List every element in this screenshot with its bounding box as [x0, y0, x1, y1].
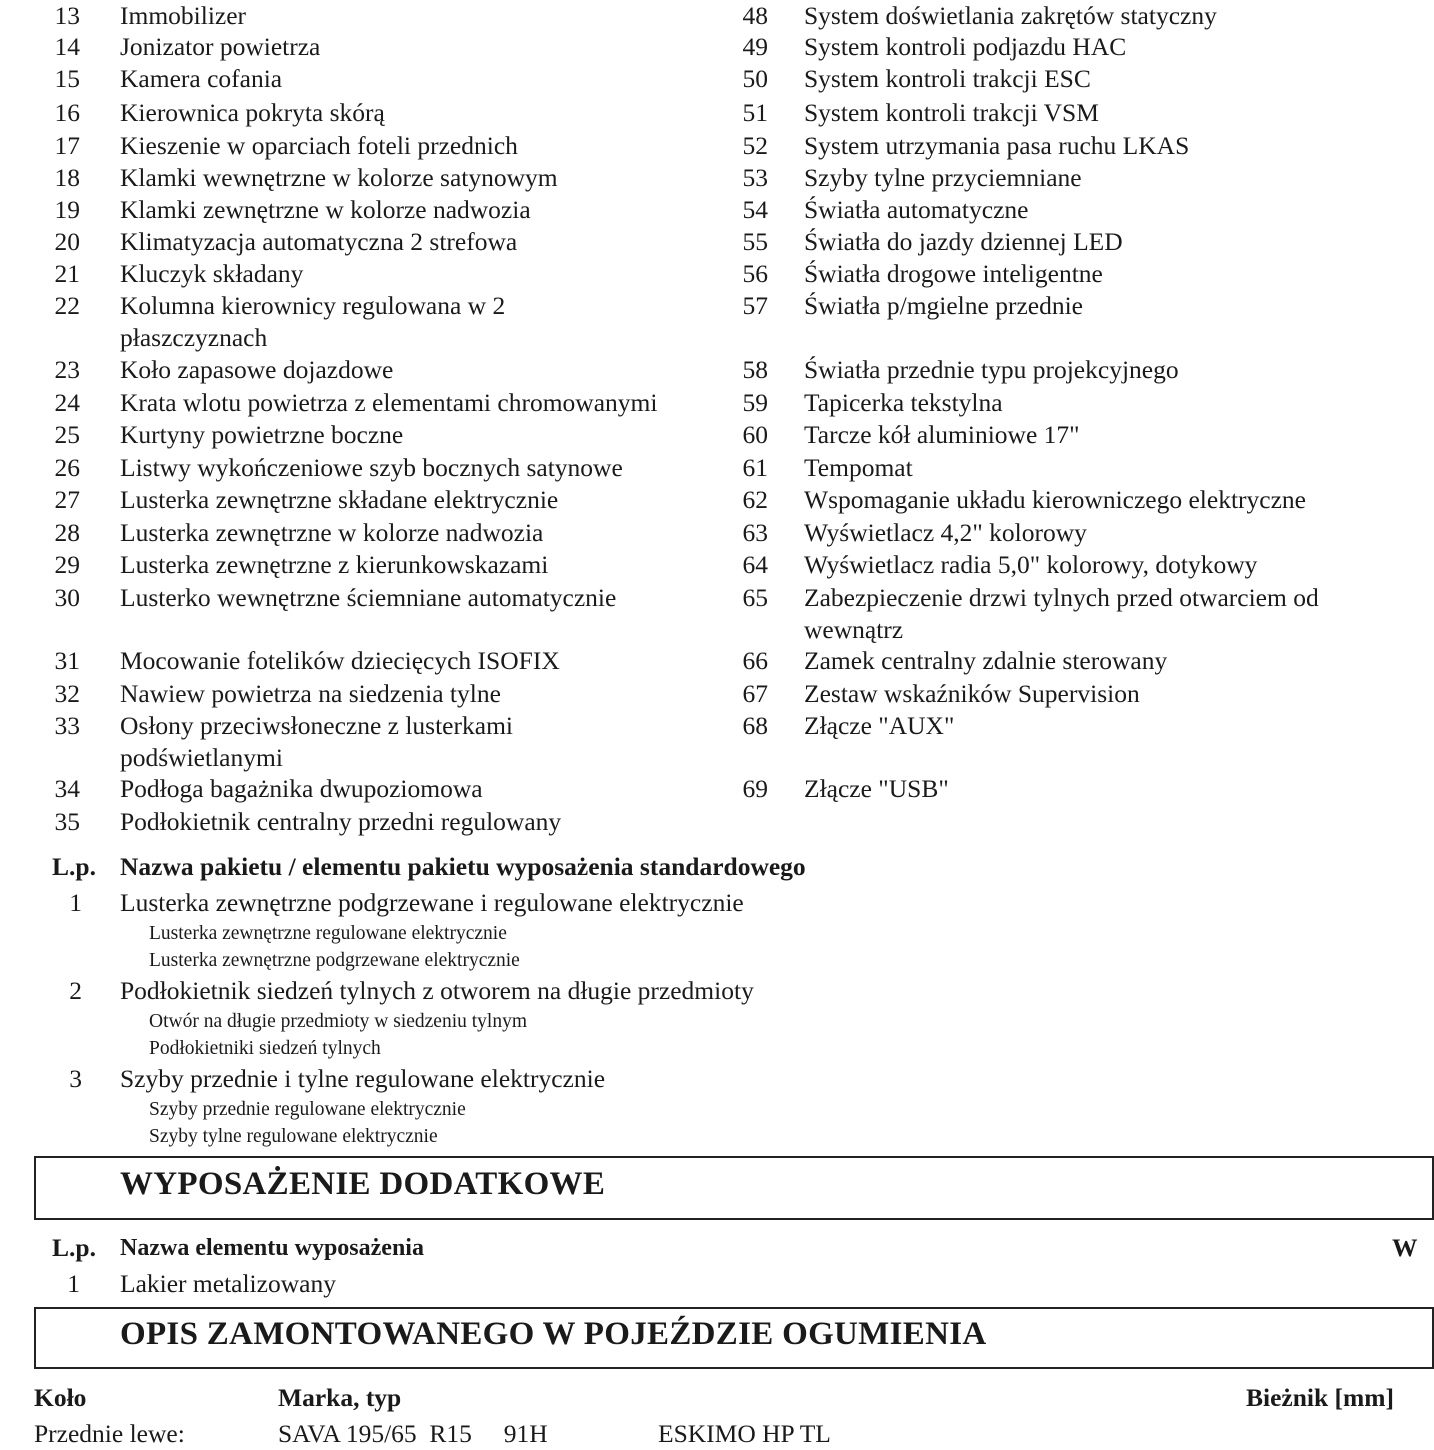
- equipment-number: 30: [54, 583, 80, 612]
- package-number: 1: [69, 888, 82, 917]
- equipment-number: 35: [54, 807, 80, 836]
- equipment-number: 68: [742, 711, 768, 740]
- equipment-name: Światła automatyczne: [804, 195, 1029, 224]
- package-number: 3: [69, 1064, 82, 1093]
- package-subitem: Lusterka zewnętrzne podgrzewane elektrycznie: [149, 950, 520, 971]
- package-name: Podłokietnik siedzeń tylnych z otworem na długie przedmioty: [120, 976, 754, 1005]
- equipment-number: 21: [54, 259, 80, 288]
- package-name: Lusterka zewnętrzne podgrzewane i regulowane elektrycznie: [120, 888, 744, 917]
- equipment-name: Nawiew powietrza na siedzenia tylne: [120, 679, 501, 708]
- tires-title: OPIS ZAMONTOWANEGO W POJEŹDZIE OGUMIENIA: [120, 1316, 987, 1352]
- equipment-number: 69: [742, 774, 768, 803]
- equipment-number: 32: [54, 679, 80, 708]
- equipment-name: Wyświetlacz radia 5,0" kolorowy, dotykowy: [804, 550, 1258, 579]
- additional-header-lp: L.p.: [52, 1233, 96, 1262]
- equipment-name: Złącze "AUX": [804, 711, 955, 740]
- equipment-number: 63: [742, 518, 768, 547]
- equipment-name: Zestaw wskaźników Supervision: [804, 679, 1140, 708]
- equipment-name: Światła przednie typu projekcyjnego: [804, 355, 1179, 384]
- equipment-name: Lusterka zewnętrzne w kolorze nadwozia: [120, 518, 544, 547]
- equipment-name: Jonizator powietrza: [120, 32, 321, 61]
- equipment-number: 17: [54, 131, 80, 160]
- equipment-name: Osłony przeciwsłoneczne z lusterkami: [120, 711, 513, 740]
- tires-col-wheel: Koło: [34, 1383, 87, 1412]
- equipment-name: Klimatyzacja automatyczna 2 strefowa: [120, 227, 518, 256]
- equipment-number: 62: [742, 485, 768, 514]
- equipment-name: Koło zapasowe dojazdowe: [120, 355, 394, 384]
- equipment-number: 50: [742, 64, 768, 93]
- equipment-name: Zamek centralny zdalnie sterowany: [804, 646, 1168, 675]
- equipment-number: 52: [742, 131, 768, 160]
- equipment-name-continued: płaszczyznach: [120, 323, 268, 352]
- equipment-name: System kontroli trakcji ESC: [804, 64, 1091, 93]
- packages-header-name: Nazwa pakietu / elementu pakietu wyposażenia standardowego: [120, 852, 806, 881]
- equipment-name: Podłoga bagażnika dwupoziomowa: [120, 774, 483, 803]
- equipment-name: Lusterka zewnętrzne z kierunkowskazami: [120, 550, 549, 579]
- equipment-name: Klamki zewnętrzne w kolorze nadwozia: [120, 195, 531, 224]
- equipment-name: Tarcze kół aluminiowe 17": [804, 420, 1080, 449]
- equipment-number: 58: [742, 355, 768, 384]
- equipment-number: 34: [54, 774, 80, 803]
- additional-item-row: [0, 1268, 1409, 1300]
- equipment-number: 18: [54, 163, 80, 192]
- equipment-number: 19: [54, 195, 80, 224]
- tires-col-tread: Bieżnik [mm]: [1246, 1383, 1395, 1412]
- equipment-number: 57: [742, 291, 768, 320]
- equipment-name: Immobilizer: [120, 1, 247, 30]
- equipment-name: Wyświetlacz 4,2" kolorowy: [804, 518, 1087, 547]
- package-name: Szyby przednie i tylne regulowane elektrycznie: [120, 1064, 606, 1093]
- additional-header-name: Nazwa elementu wyposażenia: [120, 1235, 424, 1261]
- package-subitem: Szyby przednie regulowane elektrycznie: [149, 1099, 466, 1120]
- equipment-number: 56: [742, 259, 768, 288]
- equipment-number: 60: [742, 420, 768, 449]
- equipment-name: Światła do jazdy dziennej LED: [804, 227, 1123, 256]
- equipment-name: Szyby tylne przyciemniane: [804, 163, 1082, 192]
- equipment-number: 59: [742, 388, 768, 417]
- equipment-number: 55: [742, 227, 768, 256]
- package-subitem: Szyby tylne regulowane elektrycznie: [149, 1126, 438, 1147]
- additional-equipment-title: WYPOSAŻENIE DODATKOWE: [120, 1166, 606, 1202]
- equipment-number: 22: [54, 291, 80, 320]
- equipment-name-continued: wewnątrz: [804, 615, 904, 644]
- equipment-name: Zabezpieczenie drzwi tylnych przed otwarciem od: [804, 583, 1319, 612]
- equipment-name: Kolumna kierownicy regulowana w 2: [120, 291, 506, 320]
- tire-row-wheel: Przednie lewe:: [34, 1419, 185, 1448]
- equipment-number: 67: [742, 679, 768, 708]
- equipment-number: 65: [742, 583, 768, 612]
- equipment-number: 48: [742, 1, 768, 30]
- equipment-number: 16: [54, 98, 80, 127]
- equipment-name: Kierownica pokryta skórą: [120, 98, 385, 127]
- equipment-name: Kurtyny powietrzne boczne: [120, 420, 404, 449]
- equipment-number: 24: [54, 388, 80, 417]
- equipment-name: Lusterka zewnętrzne składane elektrycznie: [120, 485, 559, 514]
- equipment-name: Tempomat: [804, 453, 913, 482]
- equipment-number: 49: [742, 32, 768, 61]
- equipment-name: System kontroli podjazdu HAC: [804, 32, 1127, 61]
- equipment-number: 14: [54, 32, 80, 61]
- equipment-number: 23: [54, 355, 80, 384]
- packages-header-lp: L.p.: [52, 852, 96, 881]
- equipment-name: Klamki wewnętrzne w kolorze satynowym: [120, 163, 558, 192]
- equipment-name: Kluczyk składany: [120, 259, 304, 288]
- tire-row-brand: SAVA 195/65 R15 91H: [278, 1419, 548, 1448]
- equipment-number: 13: [54, 1, 80, 30]
- additional-item-name: Lakier metalizowany: [120, 1269, 336, 1298]
- additional-header-right: W: [1392, 1233, 1418, 1262]
- equipment-name: Światła p/mgielne przednie: [804, 291, 1083, 320]
- equipment-number: 64: [742, 550, 768, 579]
- package-subitem: Podłokietniki siedzeń tylnych: [149, 1038, 381, 1059]
- package-number: 2: [69, 976, 82, 1005]
- equipment-number: 29: [54, 550, 80, 579]
- equipment-number: 27: [54, 485, 80, 514]
- equipment-name-continued: podświetlanymi: [120, 743, 283, 772]
- equipment-number: 51: [742, 98, 768, 127]
- equipment-name: Złącze "USB": [804, 774, 949, 803]
- equipment-name: System doświetlania zakrętów statyczny: [804, 1, 1217, 30]
- equipment-name: Kieszenie w oparciach foteli przednich: [120, 131, 518, 160]
- equipment-name: Światła drogowe inteligentne: [804, 259, 1103, 288]
- equipment-number: 54: [742, 195, 768, 224]
- equipment-number: 33: [54, 711, 80, 740]
- equipment-name: Tapicerka tekstylna: [804, 388, 1003, 417]
- package-subitem: Lusterka zewnętrzne regulowane elektrycznie: [149, 923, 507, 944]
- equipment-number: 53: [742, 163, 768, 192]
- package-subitem: Otwór na długie przedmioty w siedzeniu tylnym: [149, 1011, 528, 1032]
- equipment-number: 28: [54, 518, 80, 547]
- equipment-number: 26: [54, 453, 80, 482]
- tire-row-model: ESKIMO HP TL: [658, 1419, 831, 1448]
- equipment-name: Krata wlotu powietrza z elementami chromowanymi: [120, 388, 658, 417]
- equipment-number: 15: [54, 64, 80, 93]
- additional-item-number: 1: [67, 1269, 80, 1298]
- equipment-name: Podłokietnik centralny przedni regulowany: [120, 807, 562, 836]
- equipment-name: System kontroli trakcji VSM: [804, 98, 1099, 127]
- equipment-number: 31: [54, 646, 80, 675]
- equipment-name: Kamera cofania: [120, 64, 283, 93]
- equipment-name: Wspomaganie układu kierowniczego elektryczne: [804, 485, 1306, 514]
- equipment-name: Mocowanie fotelików dziecięcych ISOFIX: [120, 646, 560, 675]
- equipment-number: 61: [742, 453, 768, 482]
- equipment-number: 20: [54, 227, 80, 256]
- equipment-number: 25: [54, 420, 80, 449]
- equipment-name: Lusterko wewnętrzne ściemniane automatycznie: [120, 583, 617, 612]
- equipment-name: Listwy wykończeniowe szyb bocznych satynowe: [120, 453, 623, 482]
- equipment-number: 66: [742, 646, 768, 675]
- equipment-name: System utrzymania pasa ruchu LKAS: [804, 131, 1190, 160]
- tires-col-brand: Marka, typ: [278, 1383, 402, 1412]
